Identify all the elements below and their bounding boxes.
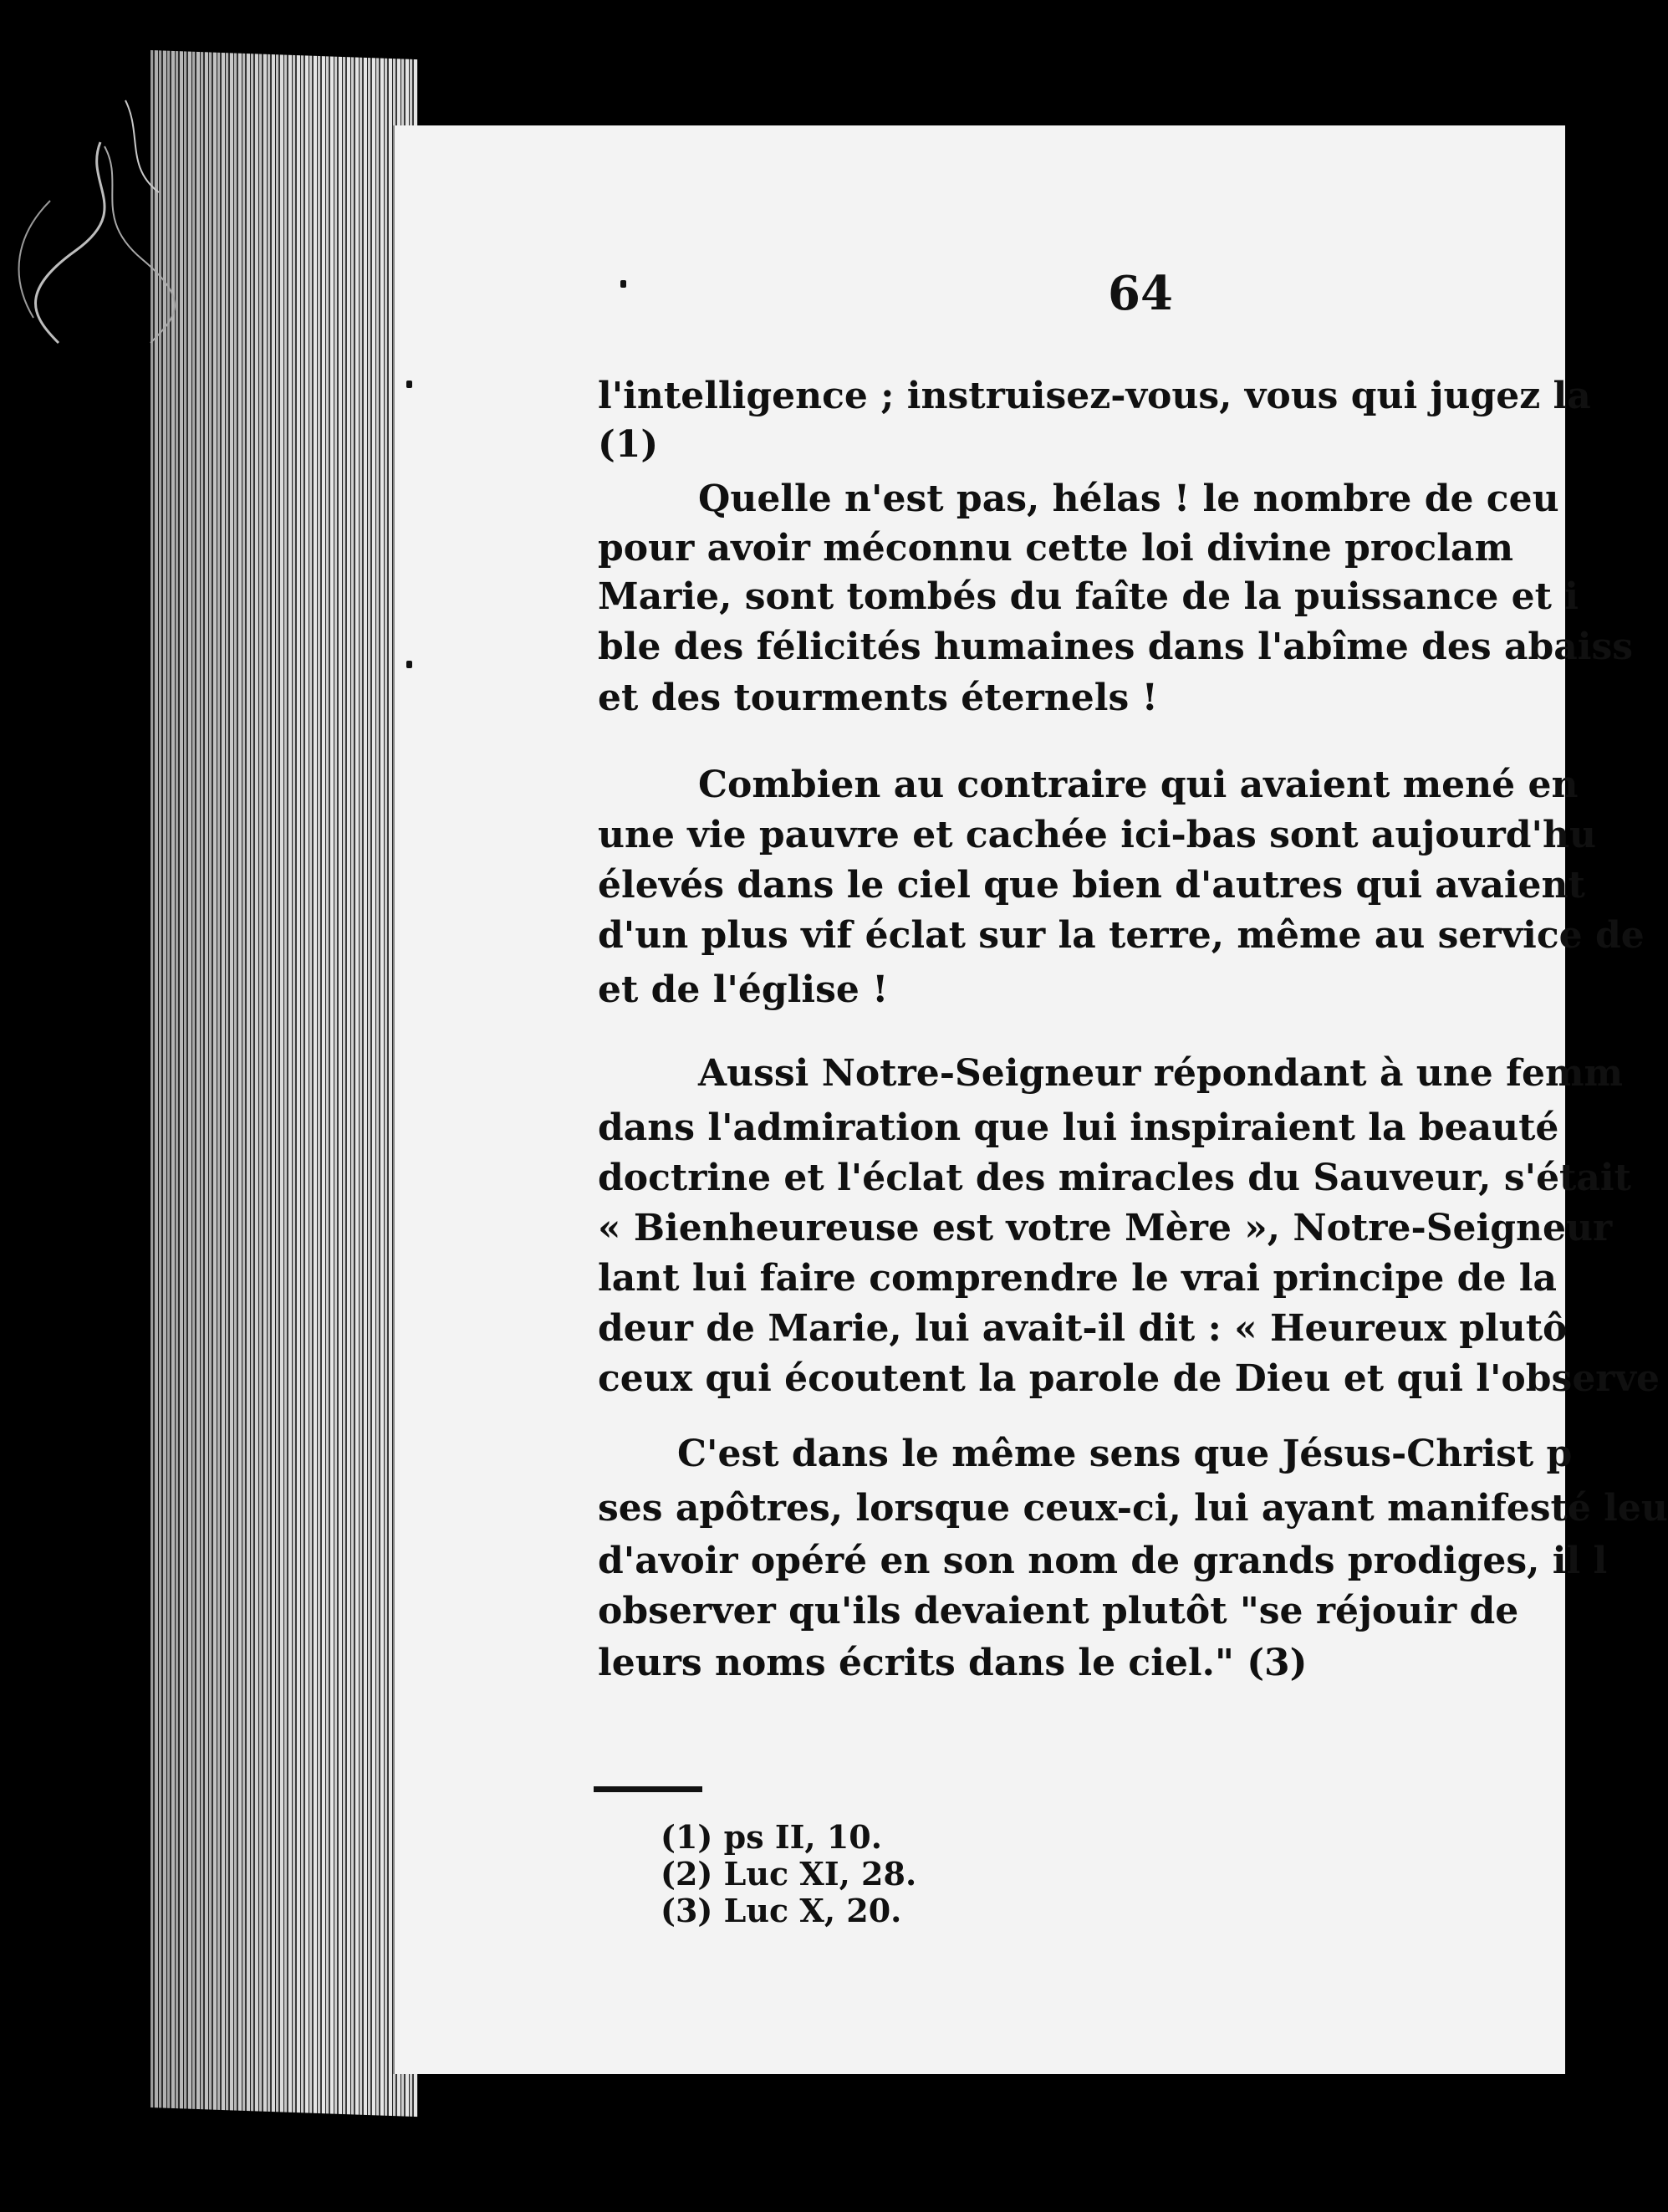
page-number: 64 — [1108, 266, 1173, 321]
text-line: « Bienheureuse est votre Mère », Notre-Seigneur — [598, 1207, 1613, 1249]
text-line: d'avoir opéré en son nom de grands prodiges, il l — [598, 1540, 1608, 1582]
text-line: Quelle n'est pas, hélas ! le nombre de ceu — [698, 478, 1559, 520]
text-line: ble des félicités humaines dans l'abîme des abaiss — [598, 626, 1634, 668]
margin-mark — [406, 381, 412, 388]
text-line: Aussi Notre-Seigneur répondant à une femm — [698, 1052, 1624, 1095]
text-line: Combien au contraire qui avaient mené en — [698, 764, 1579, 806]
text-line: dans l'admiration que lui inspiraient la beauté — [598, 1106, 1559, 1149]
text-line: ceux qui écoutent la parole de Dieu et qui l'observe — [598, 1357, 1660, 1400]
text-line: C'est dans le même sens que Jésus-Christ p — [677, 1433, 1573, 1475]
page-edges-shadow — [150, 50, 418, 2117]
text-line: une vie pauvre et cachée ici-bas sont aujourd'hu — [598, 814, 1596, 856]
margin-mark — [406, 661, 412, 668]
footnote-2: (2) Luc XI, 28. — [661, 1855, 917, 1893]
text-line: Marie, sont tombés du faîte de la puissance et i — [598, 575, 1579, 618]
text-line: élevés dans le ciel que bien d'autres qui avaient — [598, 864, 1585, 907]
text-line: lant lui faire comprendre le vrai principe de la — [598, 1257, 1557, 1300]
text-line: pour avoir méconnu cette loi divine proclam — [598, 527, 1513, 570]
text-line: l'intelligence ; instruisez-vous, vous qui jugez la — [598, 375, 1591, 417]
text-line: observer qu'ils devaient plutôt "se réjouir de — [598, 1590, 1519, 1632]
text-line: et de l'église ! — [598, 968, 889, 1011]
text-line: et des tourments éternels ! — [598, 677, 1158, 719]
text-line: (1) — [598, 423, 659, 466]
margin-mark — [620, 280, 626, 288]
footnotes — [661, 1819, 916, 1929]
text-line: leurs noms écrits dans le ciel." (3) — [598, 1642, 1308, 1684]
text-line: doctrine et l'éclat des miracles du Sauveur, s'était — [598, 1157, 1631, 1199]
text-line: deur de Marie, lui avait-il dit : « Heureux plutô — [598, 1307, 1568, 1350]
footnote-rule — [594, 1786, 702, 1792]
text-line: ses apôtres, lorsque ceux-ci, lui ayant manifesté leu — [598, 1487, 1668, 1530]
thread-icon — [0, 67, 192, 343]
footnote-3: (3) Luc X, 20. — [661, 1892, 902, 1929]
footnote-1: (1) ps II, 10. — [661, 1818, 882, 1856]
text-line: d'un plus vif éclat sur la terre, même au service de — [598, 914, 1645, 957]
